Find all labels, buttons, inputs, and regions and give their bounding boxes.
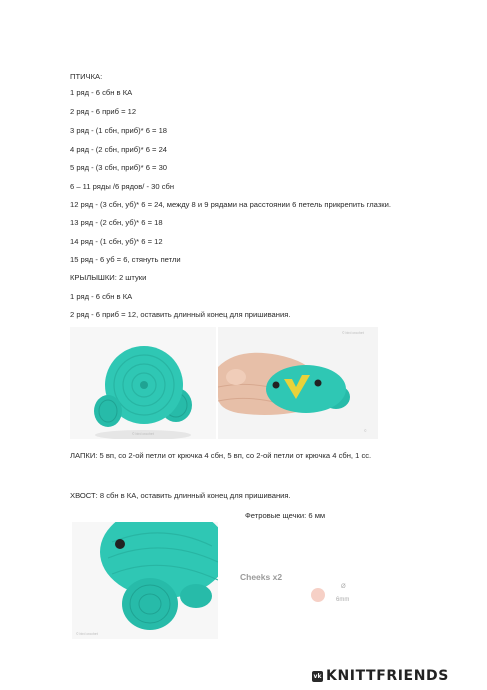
row-line: 2 ряд - 6 приб = 12, оставить длинный конец для пришивания. [70, 310, 291, 319]
tail-instructions: ХВОСТ: 8 сбн в КА, оставить длинный конец для пришивания. [70, 491, 291, 500]
cheek-size: 6mm [336, 597, 350, 603]
row-line: 5 ряд - (3 сбн, приб)* 6 = 30 [70, 163, 168, 172]
diameter-symbol: Ø [341, 584, 346, 590]
felt-cheeks-label: Фетровые щечки: 6 мм [245, 511, 326, 520]
row-line: 14 ряд - (1 сбн, уб)* 6 = 12 [70, 237, 163, 246]
tail-photo: © bird crochet [72, 522, 218, 639]
cheeks-title: Cheeks x2 [240, 572, 283, 582]
vk-icon: vk [313, 672, 322, 680]
row-line: 3 ряд - (1 сбн, приб)* 6 = 18 [70, 126, 168, 135]
row-line: 1 ряд - 6 сбн в КА [70, 88, 133, 97]
cheek-circle [311, 588, 325, 602]
section-title-bird: ПТИЧКА: [70, 72, 103, 81]
row-line: 1 ряд - 6 сбн в КА [70, 292, 133, 301]
row-line: 4 ряд - (2 сбн, приб)* 6 = 24 [70, 145, 168, 154]
wing-photo: © bird crochet [70, 327, 216, 439]
feet-instructions: ЛАПКИ: 5 вп, со 2-ой петли от крючка 4 сбн, 5 вп, со 2-ой петли от крючка 4 сбн, 1 сс. [70, 451, 372, 460]
row-line: 15 ряд - 6 уб = 6, стянуть петли [70, 255, 181, 264]
row-line: 2 ряд - 6 приб = 12 [70, 107, 137, 116]
row-line: 6 – 11 ряды /6 рядов/ - 30 сбн [70, 182, 175, 191]
hand-photo: © bird crochet © [218, 327, 378, 439]
cheeks-figure [230, 542, 380, 639]
row-line: 13 ряд - (2 сбн, уб)* 6 = 18 [70, 218, 163, 227]
knittfriends-logo [312, 668, 449, 684]
row-line: 12 ряд - (3 сбн, уб)* 6 = 24, между 8 и 9 рядами на расстоянии 6 петель прикрепить глазки. [70, 200, 391, 209]
section-title-wings: КРЫЛЫШКИ: 2 штуки [70, 273, 147, 282]
logo-text: KNITTFRIENDS [326, 668, 449, 684]
